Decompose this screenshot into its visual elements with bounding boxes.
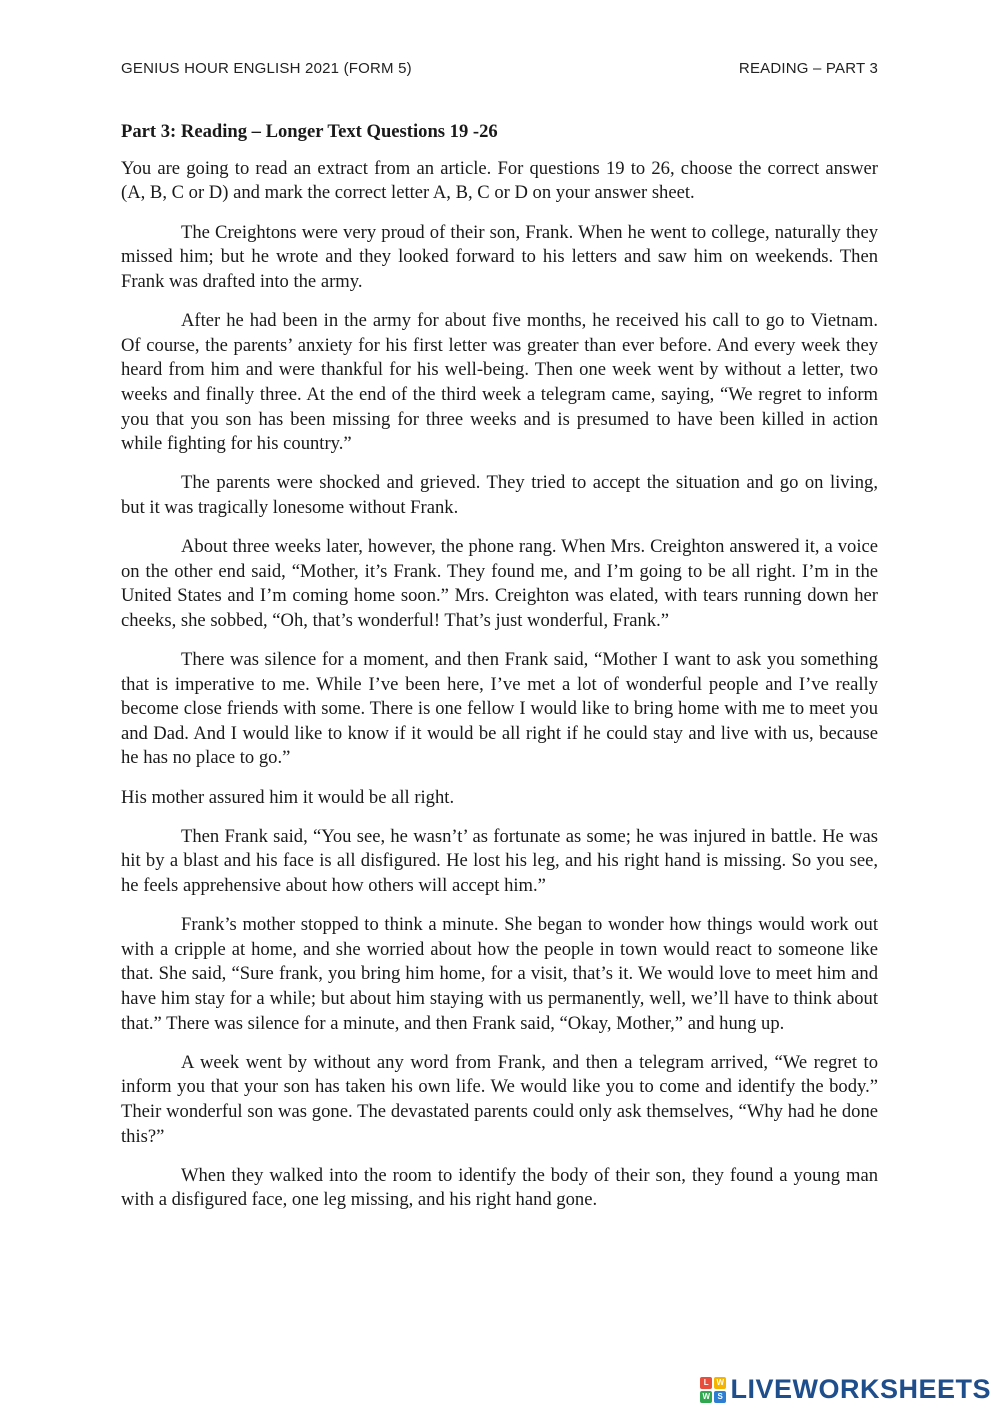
paragraph: There was silence for a moment, and then Frank said, “Mother I want to ask you something that is imperative to me. While I’ve been here, I’ve met a lot of wonderful people and I’ve really become close friends with some. There is one fellow I would like to bring home with me to meet you and Dad. And I would like to know if it would be all right if he could stay and live with us, because he has no place to go.” [121,649,878,769]
paragraph: The Creightons were very proud of their son, Frank. When he went to college, naturally they missed him; but he wrote and they looked forward to his letters and saw him on weekends. Then Frank was drafted into the army. [121,221,878,292]
page-header [121,60,878,77]
logo-tile: S [714,1391,726,1403]
paragraph: About three weeks later, however, the phone rang. When Mrs. Creighton answered it, a voice on the other end said, “Mother, it’s Frank. They found me, and I’m going to be all right. I’m in the United States and I’m coming home soon.” Mrs. Creighton was elated, with tears running down her cheeks, she sobbed, “Oh, that’s wonderful! That’s just wonderful, Frank.” [121,536,878,631]
paragraph: Then Frank said, “You see, he wasn’t’ as fortunate as some; he was injured in battle. He was hit by a blast and his face is all disfigured. He lost his leg, and his right hand is missing. So you see, he feels apprehensive about how others will accept him.” [121,825,878,896]
liveworksheets-watermark [700,1374,991,1405]
paragraph: The parents were shocked and grieved. They tried to accept the situation and go on living, but it was tragically lonesome without Frank. [121,472,878,518]
logo-tile: W [702,1392,711,1401]
section-heading: Part 3: Reading – Longer Text Questions 19 -26 [121,121,498,142]
header-left-title: GENIUS HOUR ENGLISH 2021 (FORM 5) [121,60,412,77]
header-right-title: READING – PART 3 [738,60,878,77]
paragraph: When they walked into the room to identify the body of their son, they found a young man with a disfigured face, one leg missing, and his right hand gone. [121,1164,878,1211]
logo-tile: W [716,1378,725,1387]
logo-tile: L [700,1377,712,1389]
paragraph: Frank’s mother stopped to think a minute. She began to wonder how things would work out with a cripple at home, and she worried about how the people in town would react to someone like that. She said, “Sure frank, you bring him home, for a visit, that’s it. We would love to meet him and have him stay for a while; but about him staying with us permanently, well, we’ll have to think about that.” There was silence for a minute, and then Frank said, “Okay, Mother,” and hung up. [121,914,878,1034]
instructions: You are going to read an extract from an article. For questions 19 to 26, choose the correct answer (A, B, C or D) and mark the correct letter A, B, C or D on your answer sheet. [121,157,878,204]
paragraph: His mother assured him it would be all right. [121,786,455,808]
paragraph: After he had been in the army for about five months, he received his call to go to Vietnam. Of course, the parents’ anxiety for his first letter was greater than ever before. And every week they heard from him and were thankful for his well-being. Then one week went by without a letter, two weeks and finally three. At the end of the third week a telegram came, saying, “We regret to inform you that you son has been missing for three weeks and is presumed to have been killed in action while fighting for his country.” [121,310,878,455]
paragraph: A week went by without any word from Frank, and then a telegram arrived, “We regret to inform you that your son has taken his own life. We would like you to come and identify the body.” Their wonderful son was gone. The devastated parents could only ask themselves, “Why had he done this?” [121,1051,878,1147]
brand-name: LIVEWORKSHEETS [730,1374,991,1404]
liveworksheets-logo-icon [700,1377,726,1403]
document-body [121,120,878,1228]
